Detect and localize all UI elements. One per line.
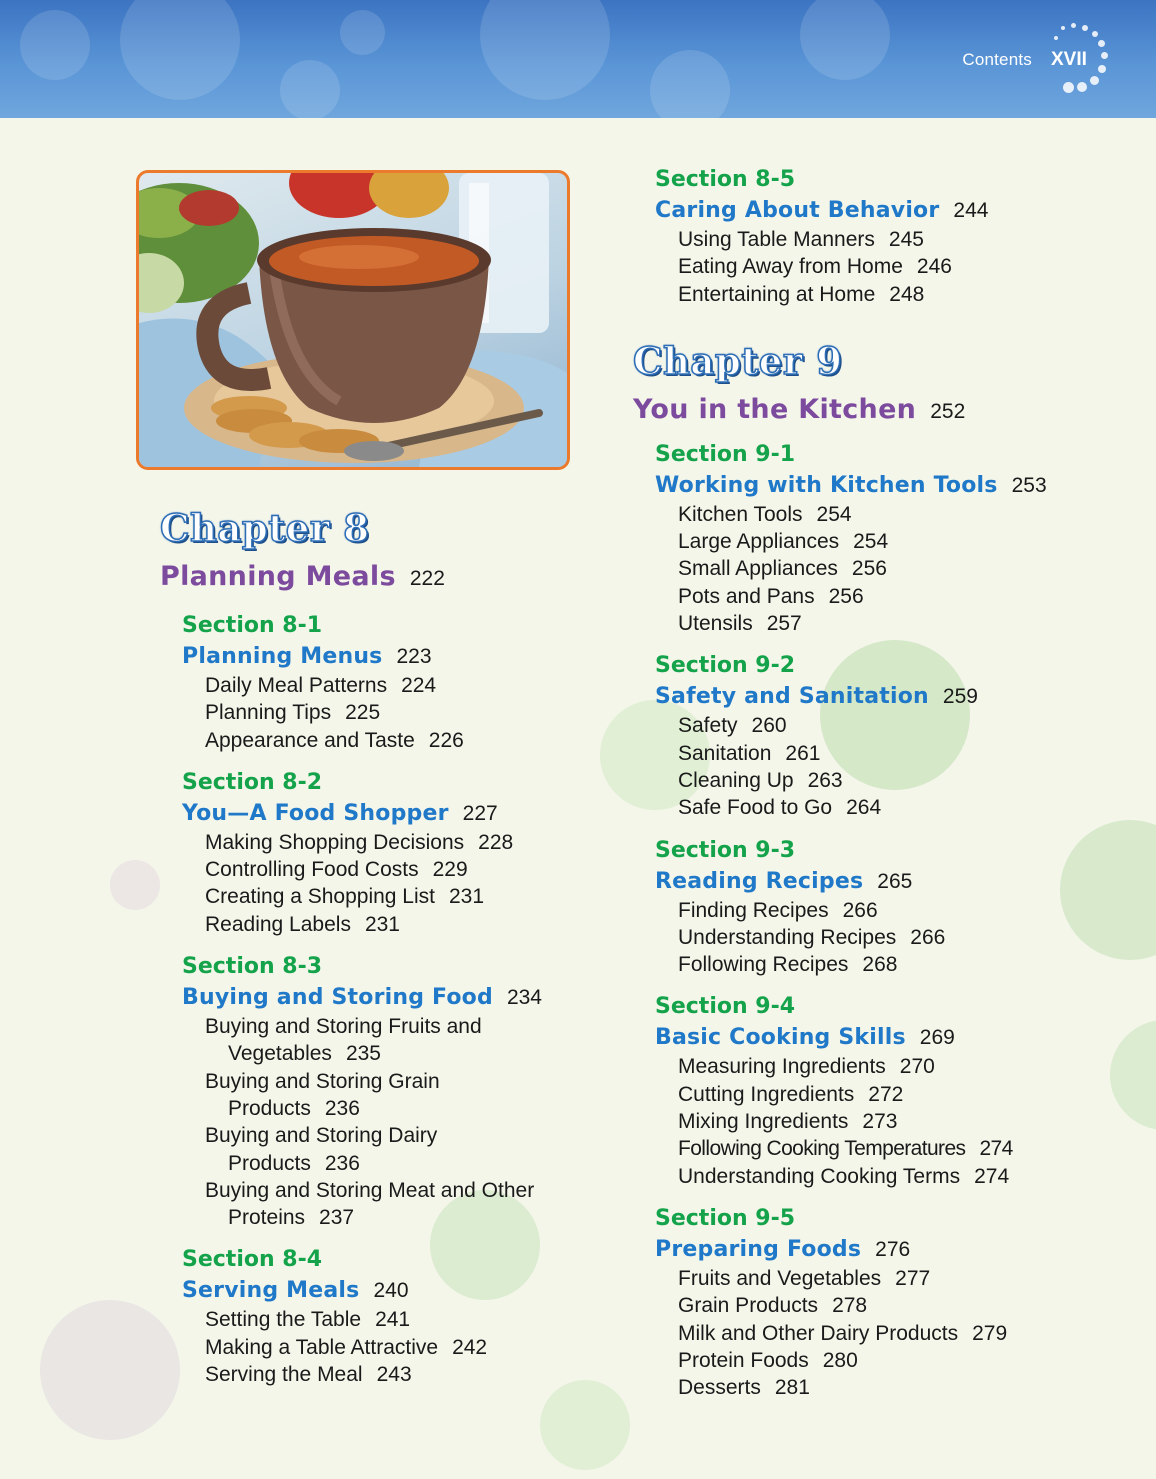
- topic-page: 228: [478, 830, 514, 854]
- topic-item[interactable]: [205, 727, 580, 754]
- section-title-row[interactable]: [655, 1022, 1083, 1053]
- chapter-9-title-row[interactable]: [633, 390, 1083, 430]
- topic-title-continued: Products: [228, 1096, 311, 1120]
- topic-title: Buying and Storing Dairy: [205, 1124, 438, 1148]
- topic-page: 246: [916, 255, 952, 279]
- section-page: 259: [942, 685, 978, 709]
- topic-title: Planning Tips: [205, 701, 332, 725]
- chapter-8-block: [160, 505, 580, 1388]
- section-label: Section 9-1: [655, 441, 796, 467]
- topic-item[interactable]: [678, 1163, 1083, 1190]
- topic-item[interactable]: [678, 712, 1083, 739]
- topic-item[interactable]: [678, 501, 1083, 528]
- section-page: 227: [462, 801, 498, 825]
- topic-item[interactable]: [678, 226, 1083, 253]
- topic-page: 235: [345, 1042, 381, 1066]
- topic-item[interactable]: [678, 1374, 1083, 1401]
- background-dot: [1110, 1020, 1156, 1130]
- section-label: Section 9-3: [655, 837, 796, 863]
- section-label: Section 9-2: [655, 653, 796, 679]
- topic-item[interactable]: [678, 1108, 1083, 1135]
- topic-item[interactable]: [678, 1347, 1083, 1374]
- topic-item[interactable]: [678, 1135, 1083, 1162]
- section-title-row[interactable]: [655, 470, 1083, 501]
- section-8-2: [182, 768, 580, 938]
- topic-page: 245: [888, 228, 924, 251]
- topic-title: Milk and Other Dairy Products: [678, 1321, 959, 1345]
- topic-page: 231: [449, 885, 485, 909]
- chapter-8-title-row[interactable]: [160, 557, 580, 597]
- chapter-8-page: 222: [409, 567, 445, 590]
- topic-title: Safety: [678, 714, 738, 738]
- section-label: Section 8-4: [182, 1247, 323, 1273]
- topic-page: 263: [807, 768, 843, 792]
- section-page: 265: [877, 869, 913, 893]
- topic-title: Entertaining at Home: [678, 282, 876, 306]
- header-contents-label: Contents: [962, 50, 1032, 69]
- topic-title: Serving the Meal: [205, 1363, 363, 1387]
- topic-title: Understanding Recipes: [678, 925, 897, 949]
- topic-page: 266: [842, 898, 878, 922]
- topic-item[interactable]: [678, 767, 1083, 794]
- topic-item[interactable]: [678, 740, 1083, 767]
- section-title-row[interactable]: [182, 1275, 580, 1306]
- topic-title: Setting the Table: [205, 1308, 362, 1332]
- section-label: Section 8-2: [182, 769, 323, 795]
- section-page: 234: [506, 986, 542, 1010]
- topic-page: 274: [974, 1164, 1010, 1188]
- topic-page: 254: [816, 502, 852, 526]
- section-label: Section 8-1: [182, 613, 323, 638]
- soup-bowl-icon: [139, 173, 567, 467]
- section-title: Serving Meals: [182, 1278, 360, 1304]
- section-9-4: [655, 992, 1083, 1189]
- topic-page: 242: [452, 1335, 488, 1359]
- topic-page: 268: [862, 953, 898, 977]
- topic-title: Large Appliances: [678, 530, 840, 554]
- chapter-8-heading: Chapter 8: [160, 506, 370, 550]
- section-title: Preparing Foods: [655, 1236, 862, 1262]
- section-title: Safety and Sanitation: [655, 684, 929, 710]
- topic-page: 273: [862, 1110, 898, 1134]
- topic-item[interactable]: [205, 1068, 580, 1123]
- topic-title: Desserts: [678, 1376, 761, 1400]
- section-title: Buying and Storing Food: [182, 985, 493, 1011]
- topic-title: Cleaning Up: [678, 768, 794, 792]
- topic-page: 256: [851, 557, 887, 581]
- topic-title: Kitchen Tools: [678, 502, 803, 526]
- topic-title: Measuring Ingredients: [678, 1055, 886, 1079]
- topic-item[interactable]: [678, 1081, 1083, 1108]
- topic-title: Grain Products: [678, 1294, 819, 1318]
- topic-title: Mixing Ingredients: [678, 1110, 849, 1134]
- topic-item[interactable]: [205, 1122, 580, 1177]
- topic-page: 241: [375, 1308, 411, 1332]
- section-8-3: [182, 952, 580, 1231]
- background-dot: [110, 860, 160, 910]
- background-dot: [540, 1380, 630, 1470]
- section-title-row[interactable]: [655, 681, 1083, 712]
- topic-title: Buying and Storing Fruits and: [205, 1015, 482, 1039]
- section-label: Section 8-5: [655, 167, 796, 192]
- topic-page: 248: [889, 282, 925, 306]
- topic-item[interactable]: [205, 856, 580, 883]
- topic-item[interactable]: [678, 583, 1083, 610]
- topic-item[interactable]: [678, 610, 1083, 637]
- section-title-row[interactable]: [655, 195, 1083, 226]
- section-title: You—A Food Shopper: [182, 800, 449, 826]
- page-number: XVII: [1051, 49, 1087, 70]
- section-page: 253: [1011, 473, 1047, 497]
- topic-title: Creating a Shopping List: [205, 885, 435, 909]
- topic-item[interactable]: [678, 951, 1083, 978]
- topic-page: 277: [895, 1266, 931, 1290]
- section-9-1: [655, 440, 1083, 637]
- section-title: Basic Cooking Skills: [655, 1025, 906, 1051]
- topic-item[interactable]: [678, 794, 1083, 821]
- topic-page: 264: [846, 796, 882, 820]
- section-8-4: [182, 1245, 580, 1388]
- section-title: Reading Recipes: [655, 868, 864, 894]
- topic-item[interactable]: [205, 672, 580, 699]
- topic-title: Daily Meal Patterns: [205, 674, 388, 697]
- topic-item[interactable]: [205, 1306, 580, 1333]
- topic-title: Safe Food to Go: [678, 796, 833, 820]
- topic-page: 236: [324, 1096, 360, 1120]
- topic-item[interactable]: [205, 1177, 580, 1232]
- topic-title: Eating Away from Home: [678, 255, 903, 279]
- topic-title: Making Shopping Decisions: [205, 830, 465, 854]
- section-9-2: [655, 651, 1083, 821]
- topic-page: 257: [766, 612, 802, 636]
- topic-title: Buying and Storing Meat and Other: [205, 1178, 535, 1202]
- topic-page: 266: [910, 925, 946, 949]
- topic-page: 274: [979, 1137, 1013, 1161]
- section-title-row[interactable]: [655, 1234, 1083, 1265]
- header-band: [0, 0, 1156, 118]
- soup-photo: [136, 170, 570, 470]
- section-label: Section 8-3: [182, 954, 323, 980]
- topic-page: 278: [832, 1294, 868, 1318]
- section-label: Section 9-4: [655, 994, 796, 1020]
- topic-page: 254: [853, 530, 889, 554]
- section-9-3: [655, 836, 1083, 979]
- section-title: Planning Menus: [182, 644, 383, 669]
- topic-item[interactable]: [678, 897, 1083, 924]
- topic-title: Fruits and Vegetables: [678, 1266, 882, 1290]
- topic-page: 256: [828, 584, 864, 608]
- topic-title: Appearance and Taste: [205, 728, 415, 752]
- topic-item[interactable]: [205, 829, 580, 856]
- topic-item[interactable]: [205, 699, 580, 726]
- topic-page: 226: [428, 728, 464, 752]
- topic-title: Cutting Ingredients: [678, 1082, 855, 1106]
- section-title-row[interactable]: [182, 798, 580, 829]
- chapter-8-title: Planning Meals: [160, 561, 396, 592]
- section-page: 269: [919, 1026, 955, 1050]
- topic-page: 229: [432, 858, 468, 882]
- topic-title: Making a Table Attractive: [205, 1335, 439, 1359]
- section-label: Section 9-5: [655, 1205, 796, 1231]
- topic-title: Controlling Food Costs: [205, 858, 419, 882]
- topic-page: 243: [376, 1363, 412, 1387]
- section-page: 240: [373, 1279, 409, 1303]
- topic-title: Pots and Pans: [678, 584, 815, 608]
- topic-item[interactable]: [205, 1013, 580, 1068]
- topic-item[interactable]: [205, 1361, 580, 1388]
- topic-page: 279: [972, 1321, 1008, 1345]
- section-title: Caring About Behavior: [655, 198, 940, 223]
- topic-title: Sanitation: [678, 741, 772, 765]
- section-page: 244: [953, 199, 989, 222]
- topic-title-continued: Products: [228, 1151, 311, 1175]
- section-page: 223: [396, 645, 432, 668]
- topic-title: Using Table Manners: [678, 228, 875, 251]
- background-dot: [40, 1300, 180, 1440]
- topic-page: 261: [785, 741, 821, 765]
- topic-item[interactable]: [678, 253, 1083, 280]
- topic-item[interactable]: [678, 1292, 1083, 1319]
- topic-item[interactable]: [678, 528, 1083, 555]
- topic-item[interactable]: [678, 555, 1083, 582]
- section-9-5: [655, 1204, 1083, 1401]
- topic-title: Reading Labels: [205, 912, 351, 936]
- topic-item[interactable]: [205, 883, 580, 910]
- topic-page: 280: [822, 1348, 858, 1372]
- topic-title-continued: Proteins: [228, 1206, 306, 1230]
- topic-page: 236: [324, 1151, 360, 1175]
- section-8-1: [182, 611, 580, 754]
- topic-title: Buying and Storing Grain: [205, 1069, 440, 1093]
- topic-page: 225: [345, 701, 381, 725]
- section-title-row[interactable]: [182, 641, 580, 672]
- topic-item[interactable]: [678, 1265, 1083, 1292]
- topic-title: Following Recipes: [678, 953, 849, 977]
- topic-title: Finding Recipes: [678, 898, 829, 922]
- topic-page: 237: [319, 1206, 355, 1230]
- chapter-9-page: 252: [930, 399, 966, 423]
- topic-title: Protein Foods: [678, 1348, 809, 1372]
- topic-item[interactable]: [205, 1334, 580, 1361]
- topic-page: 260: [751, 714, 787, 738]
- section-page: 276: [875, 1237, 911, 1261]
- topic-page: 270: [899, 1055, 935, 1079]
- topic-page: 224: [401, 674, 437, 697]
- topic-title-continued: Vegetables: [228, 1042, 332, 1066]
- topic-page: 281: [774, 1376, 810, 1400]
- section-title-row[interactable]: [182, 982, 580, 1013]
- topic-page: 231: [364, 912, 400, 936]
- chapter-9-block: [633, 338, 1083, 1402]
- topic-item[interactable]: [678, 924, 1083, 951]
- chapter-9-heading: Chapter 9: [633, 338, 843, 383]
- section-8-5: [655, 165, 1083, 308]
- topic-title: Utensils: [678, 612, 753, 636]
- topic-item[interactable]: [678, 1053, 1083, 1080]
- section-title-row[interactable]: [655, 866, 1083, 897]
- topic-page: 272: [868, 1082, 904, 1106]
- right-column: [633, 165, 1083, 1401]
- topic-title: Following Cooking Temperatures: [678, 1137, 966, 1161]
- topic-item[interactable]: [678, 1320, 1083, 1347]
- chapter-9-title: You in the Kitchen: [633, 393, 917, 425]
- section-title: Working with Kitchen Tools: [655, 472, 998, 498]
- topic-item[interactable]: [678, 281, 1083, 308]
- topic-title: Small Appliances: [678, 557, 838, 581]
- topic-item[interactable]: [205, 911, 580, 938]
- topic-title: Understanding Cooking Terms: [678, 1164, 961, 1188]
